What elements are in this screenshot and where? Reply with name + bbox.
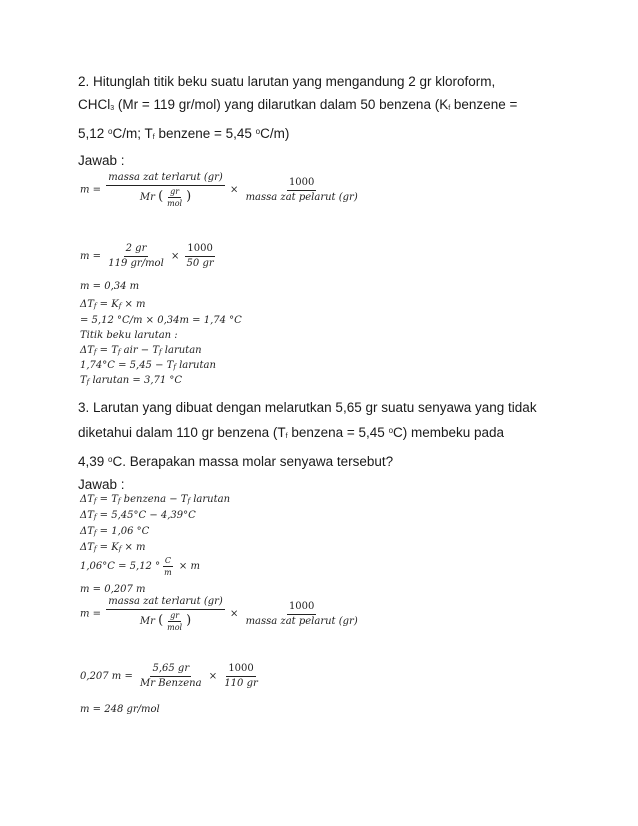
sol2-delta-tf: ΔTf = Kf × m	[80, 299, 146, 310]
sol3-substitution: 0,207 m = $\frac{5,65 gr}{\text{Mr Benzena}}$ × $\frac{1000}{110 gr}$	[80, 663, 258, 689]
sol2-result-m: m = 0,34 m	[80, 281, 140, 292]
sol3-line-3: ΔTf = 1,06 °C	[80, 526, 150, 537]
q3-line-3: 4,39 $^o$C. Berapakan massa molar senyawa tersebut?	[78, 454, 394, 469]
q2-line-3: 5,12 $^o$C/m; Tf benzene = 5,45 $^o$C/m)	[78, 126, 290, 141]
sol2-substitution: m = $\frac{2 gr}{\text{119 gr/mol}}$ × $\frac{1000}{50 gr}$	[80, 243, 214, 269]
sol3-formula: m = massa zat terlarut (gr) Mr ( $\frac{gr}{\text{mol}}$ ) × $\frac{1000}{\text{massa zat pelarut (gr)}}$	[80, 596, 358, 632]
question-3	[78, 396, 558, 496]
q2-line-1: 2. Hitunglah titik beku suatu larutan yang mengandung 2 gr kloroform,	[78, 74, 496, 89]
sol3-line-4: ΔTf = Kf × m	[80, 542, 146, 553]
sol3-line-1: ΔTf = Tf benzena − Tf larutan	[80, 494, 231, 505]
question-2	[78, 70, 558, 172]
q2-jawab: Jawab :	[78, 153, 125, 168]
sol3-line-6: m = 0,207 m	[80, 584, 146, 595]
q3-jawab: Jawab :	[78, 477, 125, 492]
sol2-titik-beku: Titik beku larutan :	[80, 330, 178, 341]
sol3-line-5: 1,06°C = 5,12 ° $\frac{C}{m}$ × m	[80, 556, 200, 577]
sol2-calc: = 5,12 °C/m × 0,34m = 1,74 °C	[80, 315, 242, 326]
sol2-line-t1: ΔTf = Tf air − Tf larutan	[80, 345, 202, 356]
sol3-result: m = 248 gr/mol	[80, 704, 160, 715]
q2-line-2: CHCl3 (Mr = 119 gr/mol) yang dilarutkan dalam 50 benzena (Kf benzene =	[78, 97, 518, 112]
sol2-line-t3: Tf larutan = 3,71 °C	[80, 375, 183, 386]
sol3-line-2: ΔTf = 5,45°C − 4,39°C	[80, 510, 196, 521]
sol2-formula: m = massa zat terlarut (gr) Mr ( $\frac{gr}{\text{mol}}$ ) × $\frac{1000}{\text{massa zat pelarut (gr)}}$	[80, 172, 358, 208]
q3-line-2: diketahui dalam 110 gr benzena (Tf benzena = 5,45 $^o$C) membeku pada	[78, 425, 505, 440]
q3-line-1: 3. Larutan yang dibuat dengan melarutkan 5,65 gr suatu senyawa yang tidak	[78, 400, 537, 415]
sol2-line-t2: 1,74°C = 5,45 − Tf larutan	[80, 360, 216, 371]
